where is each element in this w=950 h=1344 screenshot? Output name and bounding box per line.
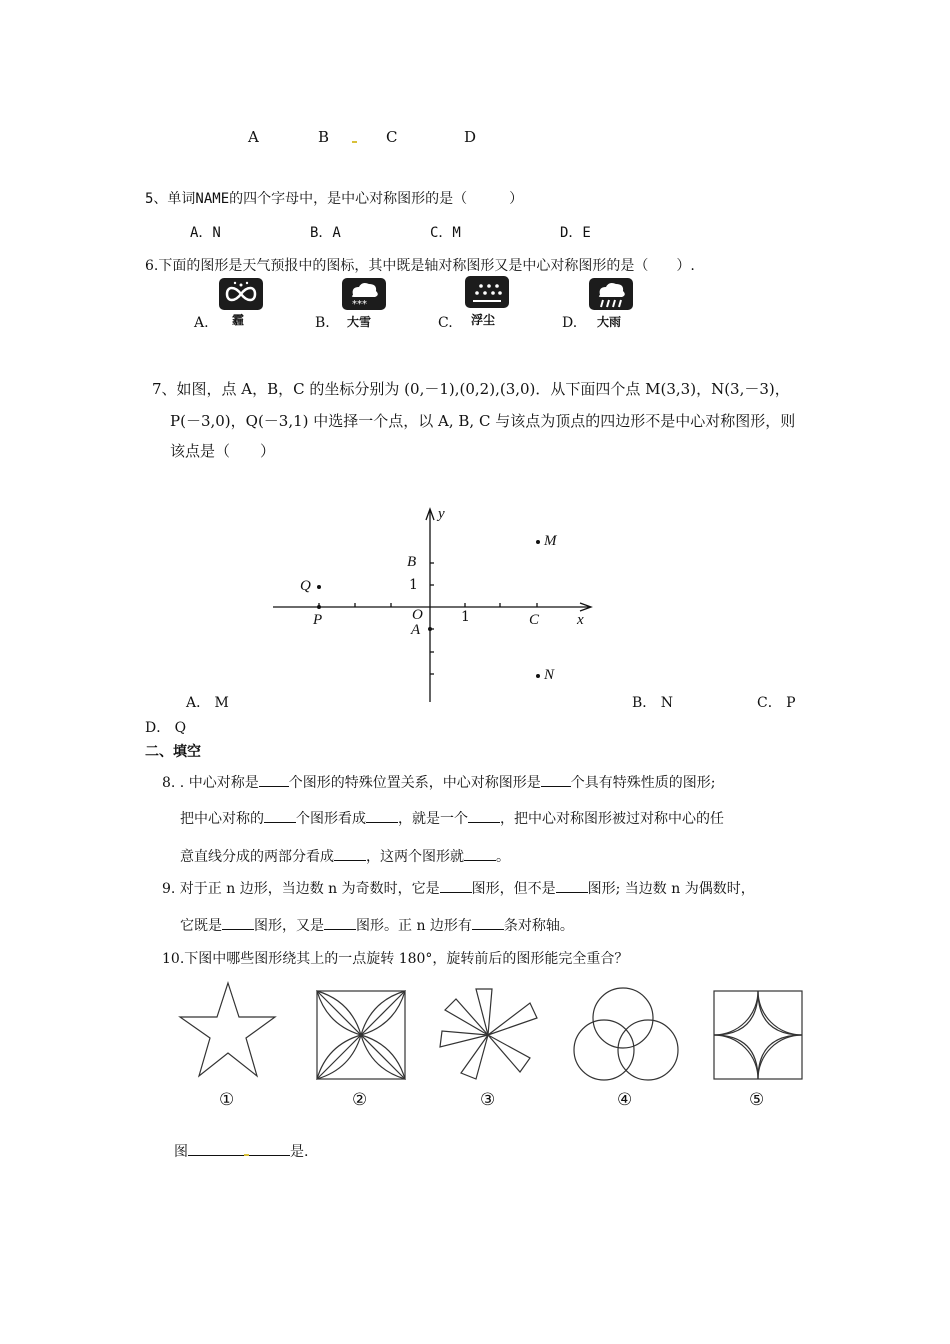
q9-line-1: 9. 对于正 n 边形，当边数 n 为奇数时，它是 图形，但不是 图形; 当边数 n 为偶数时，	[162, 881, 755, 897]
y-tick-one: 1	[409, 577, 418, 593]
figure-label-3: ③	[480, 1090, 496, 1110]
heavy-rain-label: 大雨	[597, 315, 622, 329]
point-q-label: Q	[300, 578, 311, 594]
origin-label: O	[412, 607, 423, 623]
square-flower-figure	[317, 991, 405, 1079]
pinwheel-figure	[440, 989, 537, 1079]
q7-option-c: C． P	[757, 695, 796, 711]
point-b-label: B	[407, 554, 417, 570]
point-p-label: P	[313, 612, 323, 628]
haze-label: 霾	[232, 313, 245, 327]
q7-option-a: A． M	[186, 695, 229, 711]
q8-line-2: 把中心对称的 个图形看成 ，就是一个 ，把中心对称图形被过对称中心的任	[180, 811, 724, 827]
star-figure	[180, 983, 275, 1076]
svg-text:***: ***	[352, 299, 367, 310]
three-circles-figure	[574, 988, 678, 1080]
q5-option-c: C．M	[430, 225, 461, 241]
q6-stem: 6.下面的图形是天气预报中的图标，其中既是轴对称图形又是中心对称图形的是（ ）.	[145, 258, 695, 274]
heavy-snow-label: 大雪	[347, 315, 372, 329]
q6-option-c: C.	[438, 315, 453, 331]
figure-label-5: ⑤	[749, 1090, 765, 1110]
decorative-dot	[244, 1154, 249, 1156]
q6-option-a: A.	[194, 315, 209, 331]
floating-dust-label: 浮尘	[471, 313, 496, 327]
q7-line-1: 7、如图，点 A，B，C 的坐标分别为 (0,－1),(0,2),(3,0)．从下面四个点 M(3,3)，N(3,－3)，	[152, 380, 790, 398]
q5-option-b: B．A	[310, 225, 341, 241]
figure-label-2: ②	[352, 1090, 368, 1110]
q10-answer-line: 图 是.	[174, 1144, 309, 1160]
point-c-label: C	[529, 612, 540, 628]
q8-line-3: 意直线分成的两部分看成 ，这两个图形就 。	[180, 849, 510, 865]
y-axis-label: y	[438, 506, 445, 522]
q7-line-2: P(－3,0)，Q(－3,1) 中选择一个点，以 A, B, C 与该点为顶点的四边形不是中心对称图形，则	[170, 412, 796, 430]
x-tick-one: 1	[461, 609, 470, 625]
q7-option-d: D． Q	[145, 720, 187, 736]
q5-option-d: D．E	[560, 225, 591, 241]
top-option-c: C	[386, 128, 398, 146]
q10-stem: 10.下图中哪些图形绕其上的一点旋转 180°，旋转前后的图形能完全重合？	[162, 951, 629, 967]
q5-stem: 5、单词NAME的四个字母中，是中心对称图形的是（ ）	[145, 191, 524, 207]
q6-option-b: B.	[315, 315, 330, 331]
x-axis-label: x	[577, 612, 584, 628]
top-option-b: B	[318, 128, 330, 146]
q5-option-a: A．N	[190, 225, 221, 241]
q6-option-d: D.	[562, 315, 578, 331]
q9-line-2: 它既是 图形，又是 图形。正 n 边形有 条对称轴。	[180, 918, 574, 934]
point-a-label: A	[411, 622, 421, 638]
q8-line-1: 8. . 中心对称是 个图形的特殊位置关系，中心对称图形是 个具有特殊性质的图形;	[162, 775, 716, 791]
figure-label-4: ④	[617, 1090, 633, 1110]
figure-label-1: ①	[219, 1090, 235, 1110]
top-option-a: A	[248, 128, 259, 146]
q7-option-b: B． N	[632, 695, 673, 711]
q7-line-3: 该点是（ ）	[170, 442, 276, 460]
top-option-d: D	[464, 128, 477, 146]
point-n-label: N	[544, 667, 555, 683]
square-concave-figure	[714, 991, 802, 1079]
point-m-label: M	[544, 533, 557, 549]
section-2-title: 二、填空	[145, 744, 201, 760]
